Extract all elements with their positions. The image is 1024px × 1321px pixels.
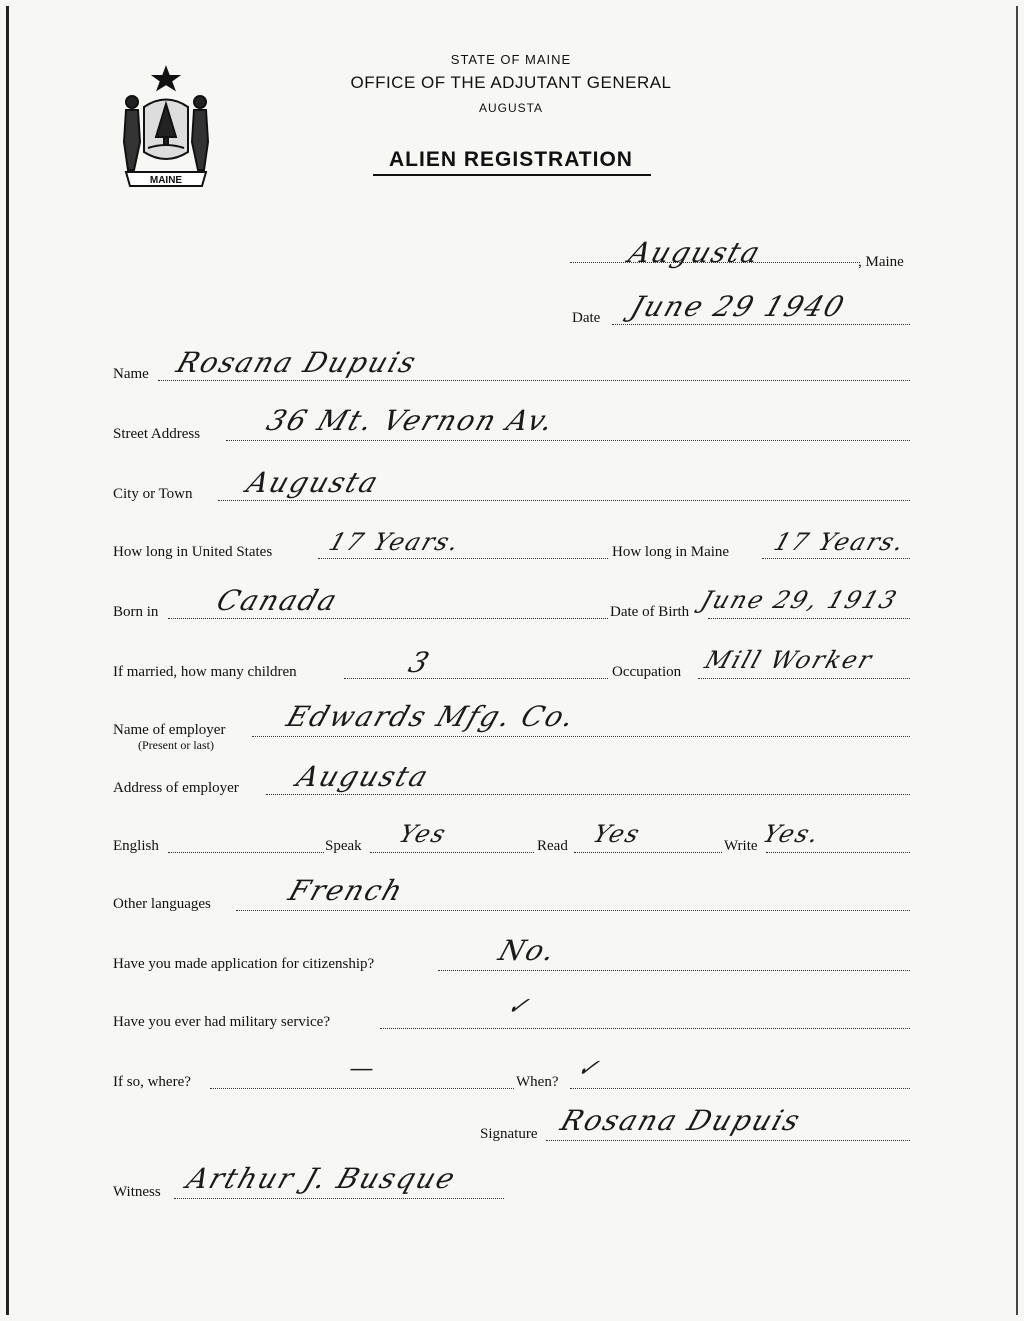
date-line <box>612 324 910 325</box>
name-line <box>158 380 910 381</box>
date-of-birth-label: Date of Birth <box>610 604 690 620</box>
witness-value: Arthur J. Busque <box>182 1162 461 1195</box>
signature-label: Signature <box>480 1126 538 1142</box>
city-label: City or Town <box>113 486 193 502</box>
children-value: 3 <box>404 646 436 679</box>
where-label: If so, where? <box>113 1074 191 1090</box>
when-label: When? <box>516 1074 559 1090</box>
born-in-value: Canada <box>212 584 343 617</box>
read-value: Yes <box>589 820 645 848</box>
title-underline <box>373 174 651 176</box>
children-label: If married, how many children <box>113 664 297 680</box>
occupation-line <box>698 678 910 679</box>
write-value: Yes. <box>759 820 825 848</box>
employer-name-value: Edwards Mfg. Co. <box>282 700 581 733</box>
how-long-maine-line <box>762 558 910 559</box>
how-long-us-line <box>318 558 608 559</box>
military-value: ✓ <box>503 992 535 1020</box>
signature-value: Rosana Dupuis <box>556 1104 806 1137</box>
other-languages-line <box>236 910 910 911</box>
write-label: Write <box>724 838 758 854</box>
occupation-value: Mill Worker <box>701 646 877 674</box>
street-address-line <box>226 440 910 441</box>
citizenship-label: Have you made application for citizenship? <box>113 956 375 972</box>
read-line <box>574 852 722 853</box>
employer-name-label: Name of employer <box>113 722 226 738</box>
speak-line <box>370 852 534 853</box>
english-label: English <box>113 838 159 854</box>
signature-line <box>546 1140 910 1141</box>
occupation-label: Occupation <box>612 664 682 680</box>
write-line <box>766 852 910 853</box>
when-line <box>570 1088 910 1089</box>
street-address-value: 36 Mt. Vernon Av. <box>262 404 560 437</box>
employer-address-value: Augusta <box>292 760 434 793</box>
employer-address-label: Address of employer <box>113 780 239 796</box>
military-line <box>380 1028 910 1029</box>
employer-address-line <box>266 794 910 795</box>
city-value: Augusta <box>242 466 384 499</box>
other-languages-value: French <box>284 874 409 907</box>
born-in-label: Born in <box>113 604 159 620</box>
street-address-label: Street Address <box>113 426 201 442</box>
employer-name-sublabel: (Present or last) <box>138 738 214 752</box>
date-of-birth-line <box>708 618 910 619</box>
how-long-maine-label: How long in Maine <box>612 544 730 560</box>
form-title: ALIEN REGISTRATION <box>389 148 633 171</box>
how-long-us-label: How long in United States <box>113 544 273 560</box>
how-long-maine-value: 17 Years. <box>770 528 910 556</box>
witness-line <box>174 1198 504 1199</box>
date-label: Date <box>572 310 601 326</box>
seal-motto: MAINE <box>149 175 183 186</box>
when-value: ✓ <box>573 1054 605 1082</box>
city-line <box>218 500 910 501</box>
citizenship-line <box>438 970 910 971</box>
header-office: OFFICE OF THE ADJUTANT GENERAL <box>350 73 672 92</box>
born-in-line <box>168 618 608 619</box>
english-line <box>168 852 324 853</box>
name-value: Rosana Dupuis <box>172 346 422 379</box>
place-label: , Maine <box>858 254 904 270</box>
where-line <box>210 1088 514 1089</box>
where-value: — <box>345 1054 381 1082</box>
witness-label: Witness <box>113 1184 161 1200</box>
how-long-us-value: 17 Years. <box>325 528 465 556</box>
military-label: Have you ever had military service? <box>113 1014 330 1030</box>
speak-label: Speak <box>325 838 362 854</box>
header-city: AUGUSTA <box>478 101 544 115</box>
date-of-birth-value: June 29, 1913 <box>697 586 902 614</box>
read-label: Read <box>537 838 568 854</box>
employer-name-line <box>252 736 910 737</box>
other-languages-label: Other languages <box>113 896 211 912</box>
citizenship-value: No. <box>494 934 562 967</box>
header-state: STATE OF MAINE <box>450 52 572 67</box>
place-value: Augusta <box>624 236 766 269</box>
name-label: Name <box>113 366 149 382</box>
speak-value: Yes <box>395 820 451 848</box>
children-line <box>344 678 608 679</box>
date-value: June 29 1940 <box>626 290 850 323</box>
